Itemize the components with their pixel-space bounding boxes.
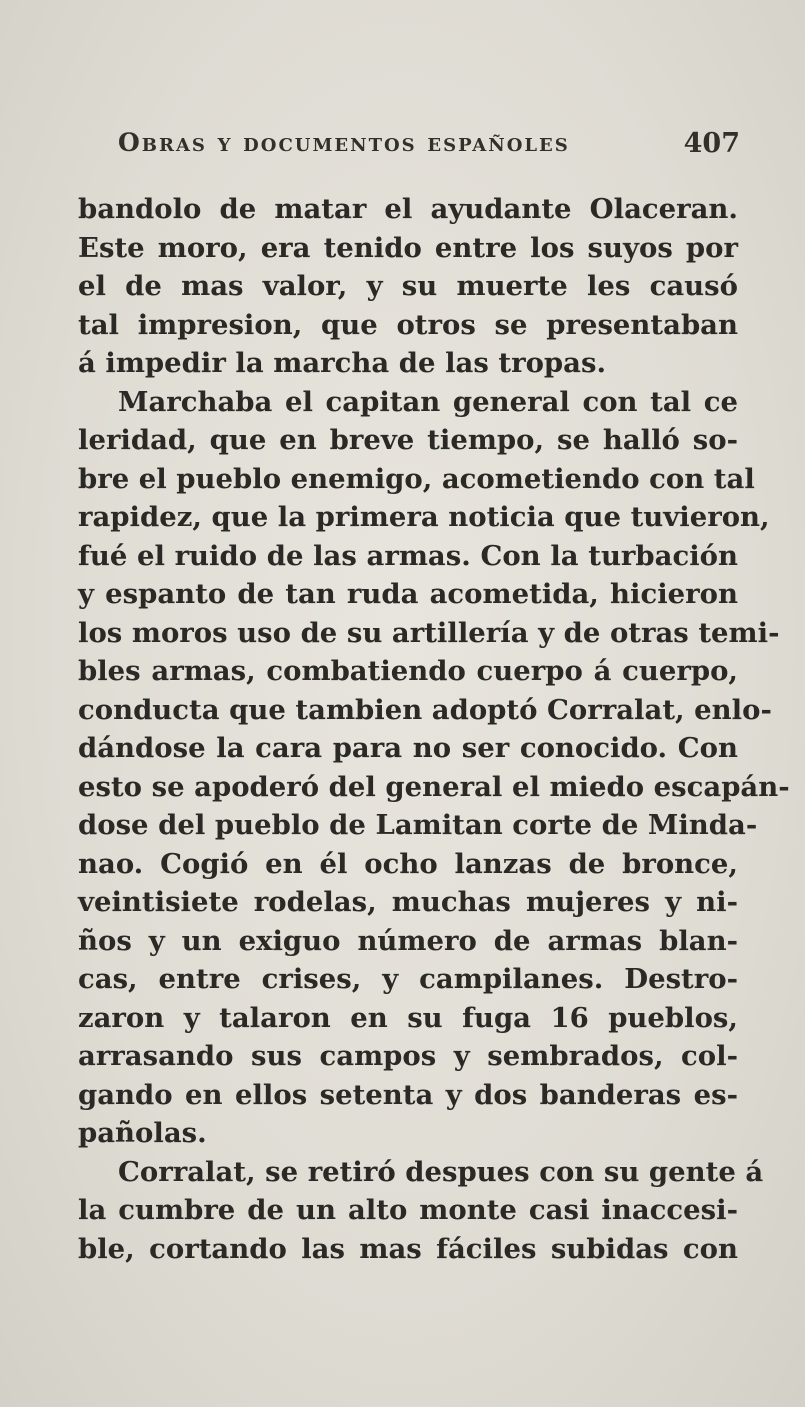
text-line: dándose la cara para no ser conocido. Con <box>78 732 738 764</box>
text-line: nao. Cogió en él ocho lanzas de bronce, <box>78 847 738 880</box>
text-line: ños y un exiguo número de armas blan- <box>78 924 738 957</box>
text-line: y espanto de tan ruda acometida, hicieron <box>78 578 738 610</box>
text-line: zaron y talaron en su fuga 16 pueblos, <box>78 1001 738 1034</box>
text-line: bles armas, combatiendo cuerpo á cuerpo, <box>78 655 738 687</box>
text-line: Este moro, era tenido entre los suyos por <box>78 231 738 264</box>
text-line: bre el pueblo enemigo, acometiendo con tal <box>78 462 755 495</box>
text-line: leridad, que en breve tiempo, se halló so- <box>78 424 738 456</box>
text-line: los moros uso de su artillería y de otras temi- <box>78 616 780 649</box>
text-line: la cumbre de un alto monte casi inaccesi- <box>78 1194 738 1226</box>
text-line: fué el ruido de las armas. Con la turbación <box>78 539 738 572</box>
text-line: conducta que tambien adoptó Corralat, enlo- <box>78 693 772 726</box>
text-line: dose del pueblo de Lamitan corte de Minda- <box>78 809 758 841</box>
text-line: Marchaba el capitan general con tal ce <box>118 385 738 418</box>
text-line: veintisiete rodelas, muchas mujeres y ni- <box>78 886 738 918</box>
page-number: 407 <box>683 128 740 159</box>
page-header <box>118 128 740 168</box>
text-line: pañolas. <box>78 1117 207 1149</box>
running-head: Obras y documentos españoles <box>118 128 570 157</box>
text-line: gando en ellos setenta y dos banderas es- <box>78 1078 738 1111</box>
text-line: á impedir la marcha de las tropas. <box>78 347 607 379</box>
text-line: Corralat, se retiró despues con su gente á <box>118 1155 764 1188</box>
text-line: rapidez, que la primera noticia que tuvieron, <box>78 501 770 533</box>
text-line: arrasando sus campos y sembrados, col- <box>78 1040 738 1072</box>
text-line: bandolo de matar el ayudante Olaceran. <box>78 193 738 225</box>
text-line: tal impresion, que otros se presentaban <box>78 308 738 341</box>
text-line: cas, entre crises, y campilanes. Destro- <box>78 963 738 995</box>
text-line: el de mas valor, y su muerte les causó <box>78 270 738 302</box>
body-text <box>78 190 790 1268</box>
text-line: ble, cortando las mas fáciles subidas con <box>78 1232 738 1265</box>
text-line: esto se apoderó del general el miedo escapán- <box>78 770 790 803</box>
